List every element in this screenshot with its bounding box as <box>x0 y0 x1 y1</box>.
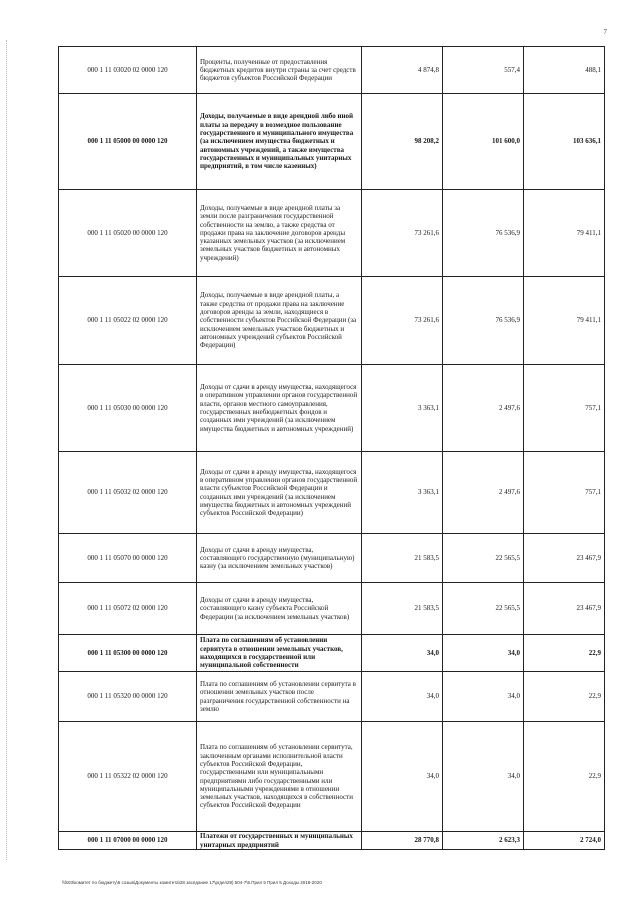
plan-2018-cell: 3 363,1 <box>362 452 443 534</box>
plan-2019-cell: 2 497,6 <box>443 452 524 534</box>
plan-2020-cell: 23 467,9 <box>524 534 605 583</box>
budget-code-cell: 000 1 11 05072 02 0000 120 <box>59 583 197 635</box>
plan-2018-cell: 21 583,5 <box>362 583 443 635</box>
table-row <box>59 672 605 722</box>
description-cell: Доходы, получаемые в виде арендной либо иной платы за передачу в возмездное пользование государственного и муниципального имущества (за исключением имущества бюджетных и автономных учреждений, а также имущества государственных и муниципальных унитарных предприятий, в том числе казенных) <box>197 94 362 190</box>
plan-2018-cell: 73 261,6 <box>362 190 443 277</box>
budget-code-cell: 000 1 11 05322 02 0000 120 <box>59 722 197 832</box>
description-cell: Доходы от сдачи в аренду имущества, составляющего государственную (муниципальную) казну (за исключением земельных участков) <box>197 534 362 583</box>
table-row <box>59 583 605 635</box>
plan-2020-cell: 23 467,9 <box>524 583 605 635</box>
table-row <box>59 47 605 94</box>
budget-code-cell: 000 1 11 05032 02 0000 120 <box>59 452 197 534</box>
plan-2020-cell: 2 724,0 <box>524 832 605 850</box>
left-margin-marks <box>6 40 9 860</box>
plan-2020-cell: 79 411,1 <box>524 277 605 365</box>
budget-code-cell: 000 1 11 05030 00 0000 120 <box>59 365 197 452</box>
table-row <box>59 635 605 672</box>
plan-2019-cell: 76 536,9 <box>443 190 524 277</box>
table-row <box>59 277 605 365</box>
plan-2020-cell: 22,9 <box>524 672 605 722</box>
plan-2018-cell: 34,0 <box>362 635 443 672</box>
budget-code-cell: 000 1 11 07000 00 0000 120 <box>59 832 197 850</box>
description-cell: Плата по соглашениям об установлении сервитута в отношении земельных участков после разграничения государственной собственности на землю <box>197 672 362 722</box>
description-cell: Доходы от сдачи в аренду имущества, находящегося в оперативном управлении органов государственной власти субъектов Российской Федерации и созданных ими учреждений (за исключением имущества бюджетных и автономных учреждений субъектов Российской Федерации) <box>197 452 362 534</box>
description-cell: Платежи от государственных и муниципальных унитарных предприятий <box>197 832 362 850</box>
plan-2018-cell: 28 770,8 <box>362 832 443 850</box>
description-cell: Доходы от сдачи в аренду имущества, составляющего казну субъекта Российской Федерации (за исключением земельных участков) <box>197 583 362 635</box>
budget-code-cell: 000 1 11 05320 00 0000 120 <box>59 672 197 722</box>
description-cell: Плата по соглашениям об установлении сервитута в отношении земельных участков, находящихся в государственной или муниципальной собственности <box>197 635 362 672</box>
description-cell: Проценты, полученные от предоставления бюджетных кредитов внутри страны за счет средств бюджетов субъектов Российской Федерации <box>197 47 362 94</box>
budget-code-cell: 000 1 11 05000 00 0000 120 <box>59 94 197 190</box>
plan-2020-cell: 757,1 <box>524 452 605 534</box>
budget-code-cell: 000 1 11 05070 00 0000 120 <box>59 534 197 583</box>
plan-2018-cell: 73 261,6 <box>362 277 443 365</box>
budget-code-cell: 000 1 11 03020 02 0000 120 <box>59 47 197 94</box>
description-cell: Плата по соглашениям об установлении сервитута, заключенным органами исполнительной власти субъектов Российской Федерации, государственными или муниципальными предприятиями либо государственными или муниципальными учреждениями в отношении земельных участков, находящихся в собственности субъектов Российской Федерации <box>197 722 362 832</box>
plan-2020-cell: 22,9 <box>524 635 605 672</box>
plan-2020-cell: 488,1 <box>524 47 605 94</box>
plan-2019-cell: 101 600,0 <box>443 94 524 190</box>
table-row <box>59 832 605 850</box>
plan-2018-cell: 3 363,1 <box>362 365 443 452</box>
budget-code-cell: 000 1 11 05020 00 0000 120 <box>59 190 197 277</box>
plan-2019-cell: 34,0 <box>443 722 524 832</box>
footer-file-path: \\fs03\комитет по бюджету\5 созыв\Документы комитета\28 заседание 17\ргдел28) 504-7\5.Прил 5 Прил 5 Доходы 2018-2020 <box>62 880 322 885</box>
plan-2019-cell: 22 565,5 <box>443 534 524 583</box>
description-cell: Доходы, получаемые в виде арендной платы за земли после разграничения государственной собственности на землю, а также средства от продажи права на заключение договоров аренды указанных земельных участков (за исключением земельных участков бюджетных и автономных учреждений) <box>197 190 362 277</box>
plan-2020-cell: 757,1 <box>524 365 605 452</box>
table-row <box>59 190 605 277</box>
table-row <box>59 452 605 534</box>
budget-code-cell: 000 1 11 05300 00 0000 120 <box>59 635 197 672</box>
plan-2018-cell: 98 208,2 <box>362 94 443 190</box>
plan-2020-cell: 79 411,1 <box>524 190 605 277</box>
plan-2018-cell: 34,0 <box>362 672 443 722</box>
plan-2019-cell: 34,0 <box>443 672 524 722</box>
plan-2019-cell: 557,4 <box>443 47 524 94</box>
description-cell: Доходы, получаемые в виде арендной платы, а также средства от продажи права на заключение договоров аренды за земли, находящиеся в собственности субъектов Российской Федерации (за исключением земельных участков бюджетных и автономных учреждений субъектов Российской Федерации) <box>197 277 362 365</box>
plan-2018-cell: 34,0 <box>362 722 443 832</box>
page-number: 7 <box>603 28 607 36</box>
plan-2019-cell: 2 497,6 <box>443 365 524 452</box>
plan-2020-cell: 22,9 <box>524 722 605 832</box>
plan-2019-cell: 22 565,5 <box>443 583 524 635</box>
table-row <box>59 534 605 583</box>
plan-2018-cell: 4 874,8 <box>362 47 443 94</box>
table-row <box>59 365 605 452</box>
plan-2019-cell: 34,0 <box>443 635 524 672</box>
budget-revenue-table <box>58 46 605 850</box>
description-cell: Доходы от сдачи в аренду имущества, находящегося в оперативном управлении органов государственной власти, органов местного самоуправления, государственных внебюджетных фондов и созданных ими учреждений (за исключением имущества бюджетных и автономных учреждений) <box>197 365 362 452</box>
plan-2020-cell: 103 636,1 <box>524 94 605 190</box>
table-row <box>59 722 605 832</box>
plan-2019-cell: 2 623,3 <box>443 832 524 850</box>
plan-2019-cell: 76 536,9 <box>443 277 524 365</box>
plan-2018-cell: 21 583,5 <box>362 534 443 583</box>
table-row <box>59 94 605 190</box>
budget-code-cell: 000 1 11 05022 02 0000 120 <box>59 277 197 365</box>
